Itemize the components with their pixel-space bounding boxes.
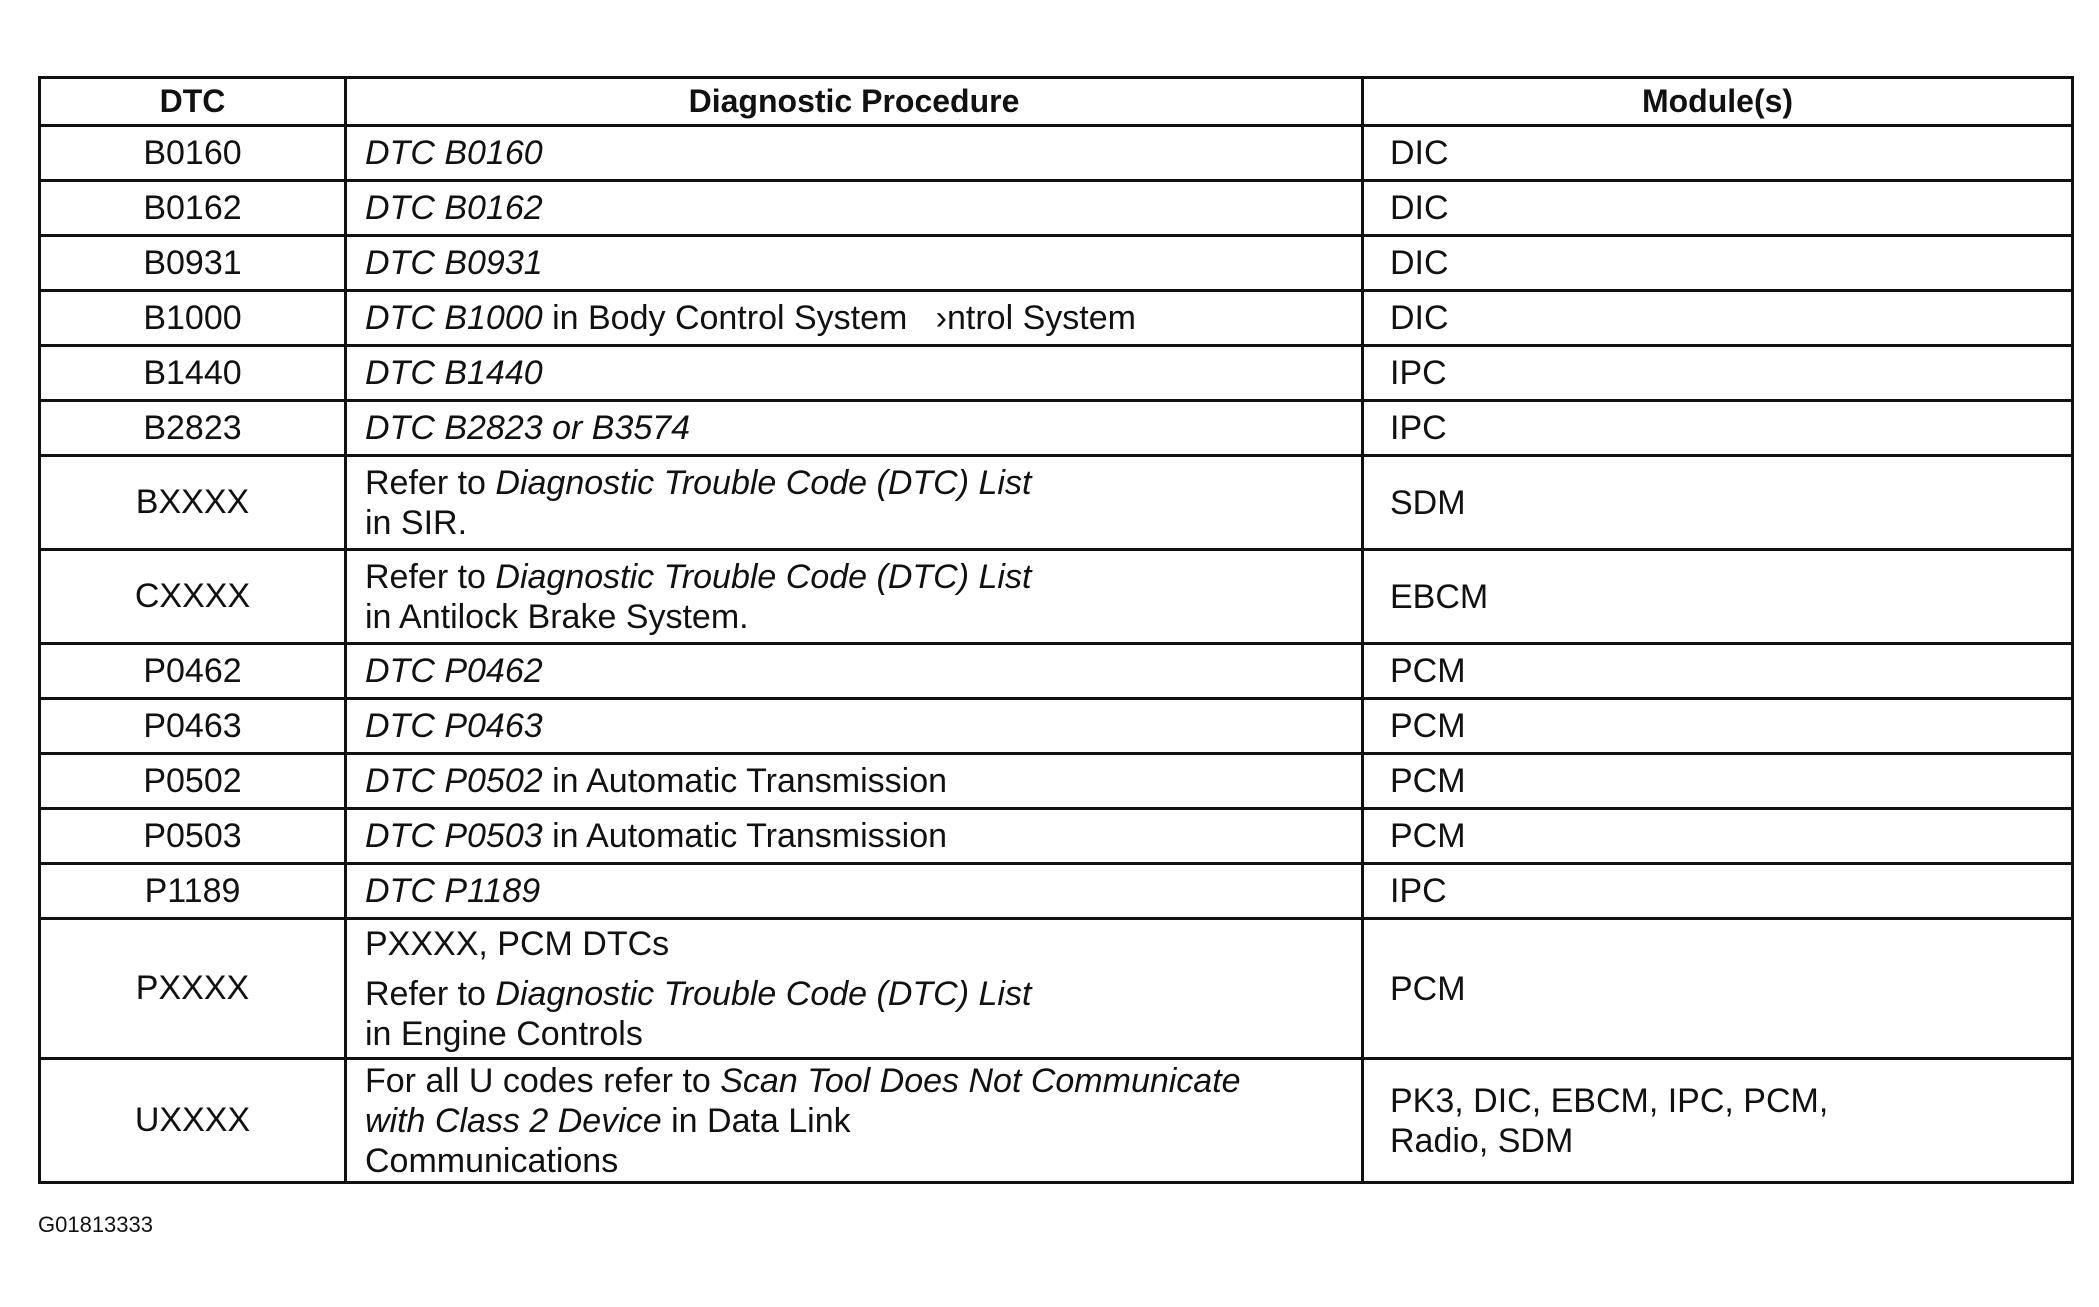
dtc-code: B0931 xyxy=(40,236,346,291)
module-cell: IPC xyxy=(1363,346,2073,401)
dtc-code: P0502 xyxy=(40,754,346,809)
module-cell: EBCM xyxy=(1363,550,2073,644)
table-row xyxy=(40,809,2073,864)
dtc-code: B1440 xyxy=(40,346,346,401)
table-row xyxy=(40,181,2073,236)
procedure-cell xyxy=(346,644,1363,699)
procedure-text: in SIR. xyxy=(365,503,468,542)
dtc-code: P0503 xyxy=(40,809,346,864)
procedure-text: in Antilock Brake System. xyxy=(365,597,749,636)
procedure-text: Refer to xyxy=(365,463,496,502)
module-text: PK3, DIC, EBCM, IPC, PCM, xyxy=(1390,1081,1829,1120)
module-cell: DIC xyxy=(1363,291,2073,346)
procedure-link[interactable]: DTC B0162 xyxy=(365,189,543,227)
module-cell: PCM xyxy=(1363,809,2073,864)
procedure-cell xyxy=(346,1059,1363,1183)
procedure-text: Refer to xyxy=(365,557,496,596)
procedure-cell xyxy=(346,456,1363,550)
dtc-code: PXXXX xyxy=(40,919,346,1059)
table-row xyxy=(40,644,2073,699)
module-cell: IPC xyxy=(1363,401,2073,456)
dtc-code: P1189 xyxy=(40,864,346,919)
procedure-link[interactable]: Diagnostic Trouble Code (DTC) List xyxy=(495,557,1032,596)
table-row xyxy=(40,291,2073,346)
header-modules: Module(s) xyxy=(1363,78,2073,126)
module-cell: SDM xyxy=(1363,456,2073,550)
procedure-link[interactable]: Diagnostic Trouble Code (DTC) List xyxy=(495,463,1032,502)
procedure-link[interactable]: DTC P1189 xyxy=(365,872,541,910)
table-row xyxy=(40,456,2073,550)
module-cell: PCM xyxy=(1363,699,2073,754)
module-cell xyxy=(1363,1059,2073,1183)
procedure-cell xyxy=(346,919,1363,1059)
procedure-cell xyxy=(346,809,1363,864)
procedure-link[interactable]: DTC P0462 xyxy=(365,652,543,690)
dtc-code: P0462 xyxy=(40,644,346,699)
procedure-link[interactable]: DTC B0160 xyxy=(365,134,543,172)
procedure-cell xyxy=(346,291,1363,346)
module-cell: DIC xyxy=(1363,181,2073,236)
table-row xyxy=(40,550,2073,644)
dtc-code: P0463 xyxy=(40,699,346,754)
dtc-code: UXXXX xyxy=(40,1059,346,1183)
procedure-cell xyxy=(346,236,1363,291)
dtc-code: CXXXX xyxy=(40,550,346,644)
procedure-text: in Body Control System ›ntrol System xyxy=(542,299,1136,337)
header-row xyxy=(40,78,2073,126)
procedure-link[interactable]: DTC P0502 xyxy=(365,762,543,800)
table-row xyxy=(40,236,2073,291)
procedure-text: in Automatic Transmission xyxy=(542,762,948,800)
table-row xyxy=(40,919,2073,1059)
procedure-cell xyxy=(346,754,1363,809)
procedure-link[interactable]: DTC B2823 or B3574 xyxy=(365,409,691,447)
table-row xyxy=(40,864,2073,919)
procedure-text: in Engine Controls xyxy=(365,1014,643,1053)
procedure-link[interactable]: DTC P0503 xyxy=(365,817,543,855)
figure-id: G01813333 xyxy=(38,1212,153,1237)
module-cell: DIC xyxy=(1363,126,2073,181)
procedure-link[interactable]: with Class 2 Device xyxy=(365,1101,662,1140)
header-dtc: DTC xyxy=(40,78,346,126)
table-row xyxy=(40,346,2073,401)
procedure-link[interactable]: DTC B1000 xyxy=(365,299,543,337)
table-row xyxy=(40,1059,2073,1183)
procedure-cell xyxy=(346,550,1363,644)
procedure-cell xyxy=(346,401,1363,456)
module-cell: PCM xyxy=(1363,754,2073,809)
table-row xyxy=(40,401,2073,456)
procedure-link[interactable]: Scan Tool Does Not Communicate xyxy=(720,1061,1241,1100)
procedure-text: PXXXX, PCM DTCs xyxy=(365,924,670,963)
procedure-text: in Data Link xyxy=(661,1101,851,1140)
dtc-code: B2823 xyxy=(40,401,346,456)
procedure-text: in Automatic Transmission xyxy=(542,817,948,855)
procedure-text: Refer to xyxy=(365,974,496,1013)
table-row xyxy=(40,126,2073,181)
procedure-cell xyxy=(346,346,1363,401)
module-cell: PCM xyxy=(1363,644,2073,699)
procedure-text: Communications xyxy=(365,1141,619,1180)
dtc-code: B0162 xyxy=(40,181,346,236)
procedure-cell xyxy=(346,181,1363,236)
dtc-code: BXXXX xyxy=(40,456,346,550)
procedure-cell xyxy=(346,126,1363,181)
header-diagnostic-procedure: Diagnostic Procedure xyxy=(346,78,1363,126)
procedure-link[interactable]: DTC P0463 xyxy=(365,707,543,745)
procedure-link[interactable]: DTC B0931 xyxy=(365,244,543,282)
module-cell: DIC xyxy=(1363,236,2073,291)
module-cell: IPC xyxy=(1363,864,2073,919)
procedure-link[interactable]: Diagnostic Trouble Code (DTC) List xyxy=(495,974,1032,1013)
procedure-text: For all U codes refer to xyxy=(365,1061,721,1100)
table-row xyxy=(40,699,2073,754)
procedure-cell xyxy=(346,864,1363,919)
table-row xyxy=(40,754,2073,809)
dtc-table xyxy=(38,76,2074,1184)
procedure-cell xyxy=(346,699,1363,754)
module-cell: PCM xyxy=(1363,919,2073,1059)
dtc-code: B1000 xyxy=(40,291,346,346)
module-text: Radio, SDM xyxy=(1390,1121,1574,1160)
dtc-code: B0160 xyxy=(40,126,346,181)
procedure-link[interactable]: DTC B1440 xyxy=(365,354,543,392)
